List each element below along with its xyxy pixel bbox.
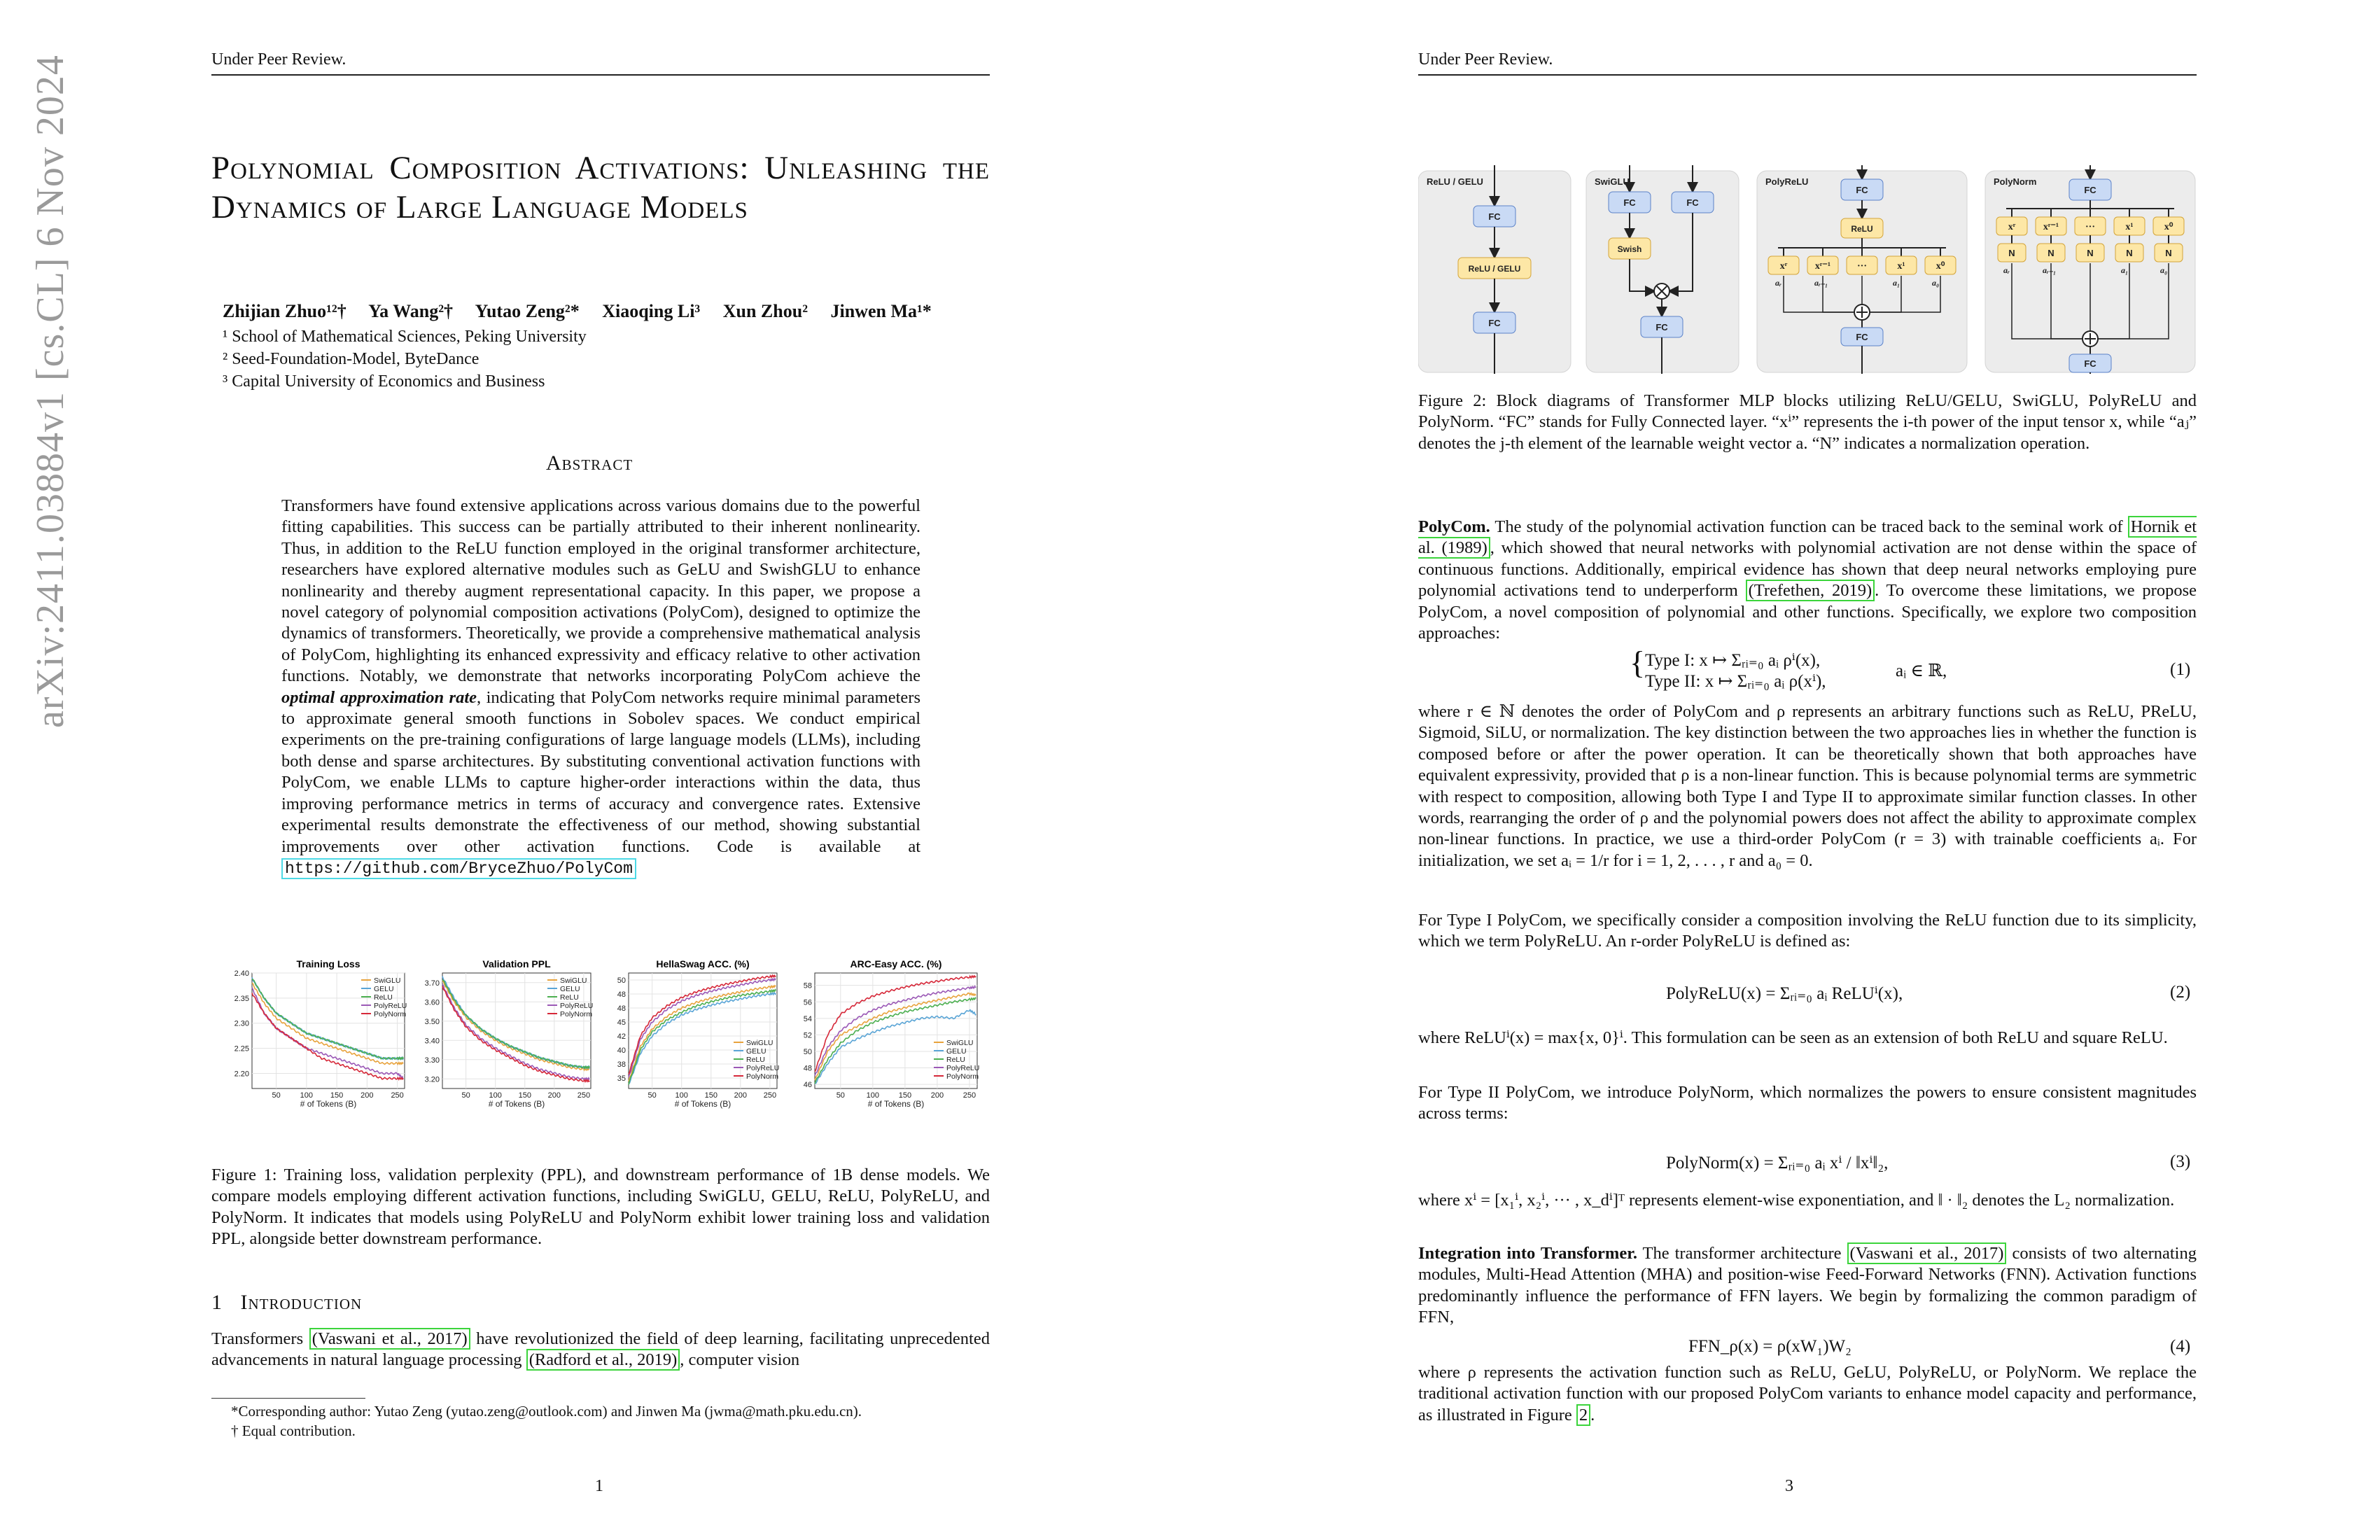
citation-link[interactable]: (Vaswani et al., 2017) — [309, 1328, 470, 1350]
paragraph-text: , which showed that neural networks with polynomial activation are not dense within the space of continuous functions. Additionally, empirical evidence has shown that deep neural networks employing pure polynomial activations tend to underperform — [1418, 538, 2197, 601]
paragraph: For Type II PolyCom, we introduce PolyNorm, which normalizes the powers to ensure consistent magnitudes across terms: — [1418, 1083, 2197, 1124]
equation-1-condition: aᵢ ∈ ℝ, — [1896, 662, 1947, 680]
legend-label: PolyNorm — [946, 1072, 979, 1081]
power-label: x¹ — [1897, 261, 1905, 272]
paragraph-lead: PolyCom. — [1418, 517, 1490, 536]
x-tick-label: 250 — [962, 1091, 976, 1100]
diagram-panel-relu-gelu — [1418, 165, 1571, 374]
paragraph-text: The study of the polynomial activation function can be traced back to the seminal work of — [1490, 517, 2128, 536]
author: Jinwen Ma¹* — [830, 301, 932, 321]
figure-1-caption: Figure 1: Training loss, validation perplexity (PPL), and downstream performance of 1B dense models. We compare models employing different activation functions, including SwiGLU, GELU, ReLU, PolyReLU, and PolyNorm. It indicates that models using PolyReLU and PolyNorm exhibit lower training loss and validation PPL, alongside better downstream performance. — [211, 1166, 990, 1249]
paragraph — [1418, 1362, 2197, 1426]
author-list — [223, 301, 950, 322]
abstract-body — [281, 496, 920, 879]
x-tick-label: 200 — [360, 1091, 374, 1100]
activation-label: ReLU / GELU — [1468, 264, 1521, 274]
legend-label: ReLU — [560, 993, 579, 1002]
equation-2: PolyReLU(x) = Σᵣᵢ₌₀ aᵢ ReLUⁱ(x), — [1666, 984, 1903, 1003]
y-tick-label: 46 — [803, 1081, 812, 1090]
y-tick-label: 50 — [617, 976, 626, 985]
y-tick-label: 48 — [617, 1004, 626, 1013]
equation-number: (1) — [2170, 660, 2191, 679]
section-number: 1 — [211, 1291, 223, 1314]
y-tick-label: 35 — [617, 1074, 626, 1083]
x-axis-label: # of Tokens (B) — [867, 1099, 925, 1109]
coefficient-label: a₀ — [2160, 265, 2168, 275]
power-label: x¹ — [2125, 222, 2134, 232]
coefficient-label: a₁ — [2121, 265, 2129, 275]
legend-label: PolyReLU — [746, 1064, 780, 1072]
norm-label: N — [2047, 248, 2054, 258]
diagram-panel-polyrelu — [1757, 165, 1967, 374]
y-tick-label: 48 — [803, 1064, 812, 1073]
figure-link[interactable]: 2 — [1576, 1404, 1590, 1426]
diagram-panel-polynorm — [1985, 165, 2195, 374]
y-tick-label: 38 — [617, 1060, 626, 1069]
abstract-text: Transformers have found extensive applications across various domains due to the powerful fitting capabilities. This success can be partially attributed to their inherent nonlinearity. Thus, in addition to the ReLU function employed in the original transformer architecture, researchers have explored alternative modules such as GeLU and SwishGLU to enhance nonlinearity and thereby augment representational capacity. In this paper, we propose a novel category of polynomial composition activations (PolyCom), designed to optimize the dynamics of transformers. Theoretically, we provide a comprehensive mathematical analysis of PolyCom, highlighting its enhanced expressivity and efficacy relative to other activation functions. Notably, we demonstrate that networks incorporating PolyCom achieve the — [281, 496, 920, 686]
equation-number: (4) — [2170, 1337, 2191, 1356]
author: Xiaoqing Li³ — [602, 301, 701, 321]
y-tick-label: 52 — [803, 1031, 812, 1040]
paragraph: where r ∈ ℕ denotes the order of PolyCom and ρ represents an arbitrary functions such as ReLU, PReLU, Sigmoid, SiLU, or normalization. The key distinction between the two approaches lies in whether the function is composed before or after the power operation. It can be theoretically shown that both approaches have equivalent expressivity, provided that ρ is a non-linear function. This is because polynomial terms are symmetric with respect to composition, allowing both Type I and Type II to approximate similar function classes. In other words, rearranging the order of ρ and the polynomial powers does not affect the ability to approximate complex non-linear functions. In practice, we use a third-order PolyCom (r = 3) with trainable coefficients aᵢ. For initialization, we set aᵢ = 1/r for i = 1, 2, . . . , r and a₀ = 0. — [1418, 702, 2197, 870]
x-tick-label: 100 — [675, 1091, 688, 1100]
section-title: Introduction — [240, 1291, 363, 1314]
paragraph-text: The transformer architecture — [1637, 1244, 1847, 1263]
power-label: x⁰ — [2164, 222, 2174, 232]
power-label: xʳ — [2008, 222, 2016, 232]
fc-label: FC — [1623, 197, 1636, 208]
legend-label: ReLU — [946, 1056, 965, 1064]
equation-4: FFN_ρ(x) = ρ(xW₁)W₂ — [1688, 1337, 1851, 1356]
x-tick-label: 200 — [734, 1091, 748, 1100]
paragraph: where ReLUⁱ(x) = max{x, 0}ⁱ. This formulation can be seen as an extension of both ReLU and square ReLU. — [1418, 1028, 2168, 1047]
hellaswag-chart — [599, 958, 783, 1115]
intro-text: Transformers — [211, 1329, 309, 1348]
y-tick-label: 2.30 — [234, 1019, 249, 1028]
norm-label: N — [2008, 248, 2015, 258]
y-tick-label: 3.20 — [424, 1075, 440, 1084]
x-tick-label: 100 — [489, 1091, 502, 1100]
coefficient-label: aᵣ₋₁ — [1814, 278, 1828, 288]
y-tick-label: 54 — [803, 1014, 812, 1023]
chart-title: ARC-Easy ACC. (%) — [850, 958, 942, 969]
coefficient-label: aᵣ₋₁ — [2043, 265, 2057, 275]
legend-label: SwiGLU — [946, 1039, 974, 1047]
legend-label: SwiGLU — [560, 976, 587, 985]
equation-number: (3) — [2170, 1152, 2191, 1171]
chart-title: HellaSwag ACC. (%) — [656, 958, 750, 969]
intro-text: have revolutionized the field of deep learning, facilitating unprecedented advancements in natural language processing — [211, 1329, 990, 1370]
coefficient-label: aᵣ — [2003, 265, 2010, 275]
x-tick-label: 150 — [518, 1091, 531, 1100]
x-tick-label: 250 — [391, 1091, 404, 1100]
x-tick-label: 150 — [898, 1091, 912, 1100]
author: Ya Wang²† — [368, 301, 454, 321]
fc-label: FC — [1488, 211, 1501, 222]
y-tick-label: 2.20 — [234, 1070, 249, 1079]
y-tick-label: 48 — [617, 990, 626, 999]
legend-label: PolyNorm — [560, 1010, 593, 1018]
author: Yutao Zeng²* — [475, 301, 580, 321]
equation-number: (2) — [2170, 983, 2191, 1002]
intro-text: , computer vision — [680, 1350, 800, 1370]
author: Xun Zhou² — [722, 301, 808, 321]
equation-1-type-2: Type II: x ↦ Σᵣᵢ₌₀ aᵢ ρ(xⁱ), — [1645, 672, 1826, 691]
fc-label: FC — [1686, 197, 1699, 208]
y-tick-label: 3.60 — [424, 998, 440, 1007]
polycom-paragraph — [1418, 517, 2197, 644]
fc-label: FC — [1856, 185, 1868, 195]
y-tick-label: 3.30 — [424, 1056, 440, 1065]
norm-label: N — [2087, 248, 2094, 258]
y-tick-label: 2.40 — [234, 969, 249, 978]
affiliation: ¹ School of Mathematical Sciences, Peking University — [223, 328, 587, 346]
intro-paragraph — [211, 1329, 990, 1371]
power-label: xʳ⁻¹ — [2043, 222, 2059, 232]
y-tick-label: 2.25 — [234, 1044, 249, 1054]
x-tick-label: 50 — [461, 1091, 470, 1100]
citation-link[interactable]: (Radford et al., 2019) — [526, 1349, 680, 1371]
paragraph-text: consists of two alternating modules, Multi-Head Attention (MHA) and position-wise Feed-Forward Networks (FNN). Activation functions predominantly influence the performance of FFN layers. We begin by formalizing the common paradigm of FFN, — [1418, 1244, 2197, 1327]
affiliation: ² Seed-Foundation-Model, ByteDance — [223, 350, 479, 368]
x-tick-label: 50 — [648, 1091, 657, 1100]
y-tick-label: 58 — [803, 981, 812, 990]
x-axis-label: # of Tokens (B) — [300, 1099, 357, 1109]
coefficient-label: a₀ — [1932, 278, 1940, 288]
legend-label: PolyNorm — [746, 1072, 779, 1081]
legend-label: SwiGLU — [374, 976, 401, 985]
power-label: xʳ — [1779, 261, 1788, 272]
integration-paragraph — [1418, 1243, 2197, 1329]
arc-easy-chart — [787, 958, 983, 1115]
x-tick-label: 250 — [763, 1091, 777, 1100]
power-label: xʳ⁻¹ — [1814, 261, 1831, 272]
power-label: x⁰ — [1935, 261, 1945, 272]
fc-label: FC — [2084, 358, 2096, 369]
x-tick-label: 100 — [866, 1091, 880, 1100]
legend-label: PolyReLU — [946, 1064, 980, 1072]
legend-label: SwiGLU — [746, 1039, 774, 1047]
validation-ppl-chart — [413, 958, 596, 1115]
paragraph-lead: Integration into Transformer. — [1418, 1244, 1637, 1263]
code-link[interactable]: https://github.com/BryceZhuo/PolyCom — [281, 858, 636, 879]
legend-label: PolyReLU — [374, 1002, 407, 1010]
legend-label: PolyNorm — [374, 1010, 407, 1018]
x-tick-label: 50 — [272, 1091, 281, 1100]
y-tick-label: 40 — [617, 1046, 626, 1055]
relu-label: ReLU — [1851, 224, 1873, 234]
running-header: Under Peer Review. — [211, 50, 346, 69]
legend-label: GELU — [746, 1047, 766, 1056]
x-tick-label: 250 — [577, 1091, 591, 1100]
legend-label: ReLU — [746, 1056, 765, 1064]
panel-label: SwiGLU — [1595, 176, 1630, 187]
legend-label: PolyReLU — [560, 1002, 594, 1010]
abstract-heading: Abstract — [546, 451, 634, 475]
citation-link[interactable]: (Trefethen, 2019) — [1746, 580, 1875, 601]
y-tick-label: 3.50 — [424, 1017, 440, 1026]
x-tick-label: 200 — [930, 1091, 944, 1100]
abstract-text: , indicating that PolyCom networks require minimal parameters to approximate general smooth functions in Sobolev spaces. We conduct empirical experiments on the pre-training configurations of large language models (LLMs), including both dense and sparse architectures. By substituting conventional activation functions with PolyCom, we enable LLMs to capture higher-order interactions within the data, thus improving performance metrics in terms of accuracy and convergence rates. Extensive experimental results demonstrate the effectiveness of our method, showing substantial improvements over other activation functions. Code is available at — [281, 687, 920, 856]
legend-label: ReLU — [374, 993, 393, 1002]
coefficient-label: aᵣ — [1775, 278, 1782, 288]
x-axis-label: # of Tokens (B) — [488, 1099, 545, 1109]
diagram-panel-swiglu — [1586, 165, 1739, 374]
fc-label: FC — [1856, 332, 1868, 342]
abstract-emphasis: optimal approximation rate — [281, 687, 477, 707]
author: Zhijian Zhuo¹²† — [223, 301, 346, 321]
power-label: ··· — [2085, 222, 2096, 232]
page-number: 1 — [595, 1477, 603, 1495]
y-tick-label: 3.70 — [424, 979, 440, 988]
chart-title: Validation PPL — [482, 958, 551, 969]
swish-label: Swish — [1617, 244, 1642, 254]
paragraph-text: where ρ represents the activation function such as ReLU, GeLU, PolyReLU, or PolyNorm. We replace the traditional activation function with our proposed PolyCom variants to enhance model capacity and performance, as illustrated in Figure — [1418, 1363, 2197, 1424]
header-rule — [1418, 74, 2197, 76]
header-rule — [211, 74, 990, 76]
paragraph-text: . To overcome these limitations, we propose PolyCom, a novel composition of polynomial and other functions. Specifically, we explore two composition approaches: — [1418, 581, 2197, 643]
x-tick-label: 150 — [330, 1091, 344, 1100]
panel-label: PolyNorm — [1994, 176, 2037, 187]
panel-label: ReLU / GELU — [1427, 176, 1483, 187]
citation-link[interactable]: Hornik et al. (1989) — [1418, 517, 2197, 558]
paragraph: For Type I PolyCom, we specifically consider a composition involving the ReLU function due to its simplicity, which we term PolyReLU. An r-order PolyReLU is defined as: — [1418, 911, 2197, 951]
y-tick-label: 56 — [803, 998, 812, 1007]
page-number: 3 — [1785, 1477, 1793, 1495]
figure-2-diagram — [1418, 165, 2199, 375]
coefficient-label: a₁ — [1893, 278, 1900, 288]
equation-brace: { — [1630, 645, 1646, 680]
paragraph: where xⁱ = [x₁ⁱ, x₂ⁱ, ··· , x_dⁱ]ᵀ represents element-wise exponentiation, and ‖ · ‖₂ denotes the L₂ normalization. — [1418, 1191, 2175, 1210]
chart-title: Training Loss — [296, 958, 360, 969]
y-tick-label: 42 — [617, 1032, 626, 1041]
x-tick-label: 100 — [300, 1091, 314, 1100]
y-tick-label: 50 — [803, 1047, 812, 1056]
footnote-rule — [211, 1398, 365, 1399]
panel-label: PolyReLU — [1765, 176, 1809, 187]
x-tick-label: 200 — [547, 1091, 561, 1100]
y-tick-label: 45 — [617, 1018, 626, 1027]
x-tick-label: 150 — [704, 1091, 718, 1100]
norm-label: N — [2165, 248, 2172, 258]
section-heading — [211, 1291, 362, 1315]
fc-label: FC — [2084, 185, 2096, 195]
affiliation: ³ Capital University of Economics and Business — [223, 372, 545, 391]
figure-2-caption: Figure 2: Block diagrams of Transformer MLP blocks utilizing ReLU/GELU, SwiGLU, PolyReLU and PolyNorm. “FC” stands for Fully Connected layer. “xⁱ” represents the i-th power of the input tensor x, while “aⱼ” denotes the j-th element of the learnable weight vector a. “N” indicates a normalization operation. — [1418, 391, 2197, 453]
power-label: ··· — [1856, 261, 1868, 272]
norm-label: N — [2126, 248, 2133, 258]
footnote: *Corresponding author: Yutao Zeng (yutao.zeng@outlook.com) and Jinwen Ma (jwma@math.pku.edu.cn). — [231, 1403, 862, 1420]
training-loss-chart — [223, 958, 410, 1115]
legend-label: GELU — [374, 985, 394, 993]
fc-label: FC — [1488, 318, 1501, 328]
footnote: † Equal contribution. — [231, 1422, 356, 1439]
citation-link[interactable]: (Vaswani et al., 2017) — [1847, 1242, 2007, 1264]
paper-title: Polynomial Composition Activations: Unleashing the Dynamics of Large Language Models — [211, 150, 990, 225]
x-tick-label: 50 — [836, 1091, 845, 1100]
paragraph-text: . — [1590, 1405, 1595, 1424]
y-tick-label: 2.35 — [234, 994, 249, 1003]
fc-label: FC — [1656, 322, 1668, 332]
equation-1-type-1: Type I: x ↦ Σᵣᵢ₌₀ aᵢ ρⁱ(x), — [1645, 651, 1821, 670]
x-axis-label: # of Tokens (B) — [674, 1099, 732, 1109]
legend-label: GELU — [946, 1047, 967, 1056]
y-tick-label: 3.40 — [424, 1037, 440, 1046]
arxiv-stamp: arXiv:2411.03884v1 [cs.CL] 6 Nov 2024 — [29, 55, 72, 728]
legend-label: GELU — [560, 985, 580, 993]
equation-3: PolyNorm(x) = Σᵣᵢ₌₀ aᵢ xⁱ / ‖xⁱ‖₂, — [1666, 1154, 1889, 1172]
running-header: Under Peer Review. — [1418, 50, 1553, 69]
